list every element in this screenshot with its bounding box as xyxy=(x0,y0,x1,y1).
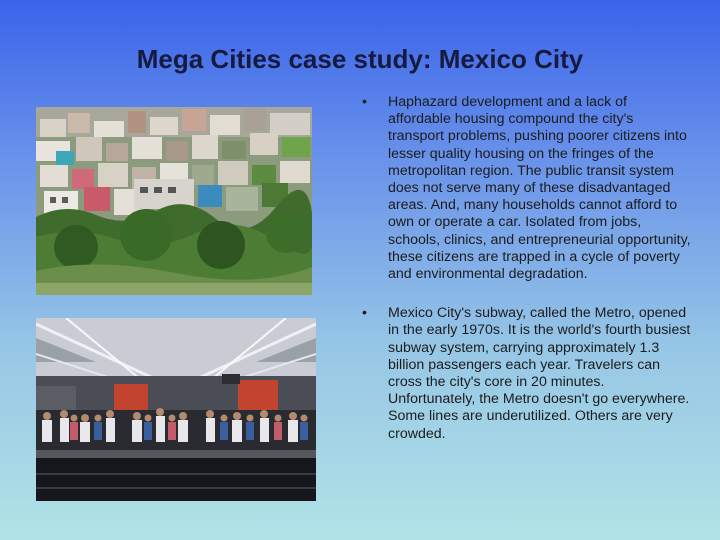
bullet-text: Mexico City's subway, called the Metro, opened in the early 1970s. It is the world's fourth busiest subway system, carrying approximately 1.3 billion passengers each year. Travelers can cross the city's core in 20 minutes. Unfortunately, the Metro doesn't go everywhere. Some lines are underutilized. Others are very crowded. xyxy=(388,305,691,442)
hillside-housing-photo xyxy=(36,107,312,295)
slide-title: Mega Cities case study: Mexico City xyxy=(136,44,584,74)
bullet-marker: • xyxy=(362,94,367,110)
list-item xyxy=(362,305,692,443)
subway-platform-photo xyxy=(36,318,316,501)
bullet-text: Haphazard development and a lack of affordable housing compound the city's transport problems, pushing poorer citizens into lesser quality housing on the fringes of the metropolitan region. The public transit system does not serve many of these disadvantaged areas. And, many households cannot afford to own or operate a car. Isolated from jobs, schools, clinics, and entrepreneurial opportunity, these citizens are trapped in a cycle of poverty and environmental degradation. xyxy=(388,94,691,283)
bullet-marker: • xyxy=(362,305,367,322)
bullet-list xyxy=(362,94,692,465)
list-item xyxy=(362,94,692,283)
